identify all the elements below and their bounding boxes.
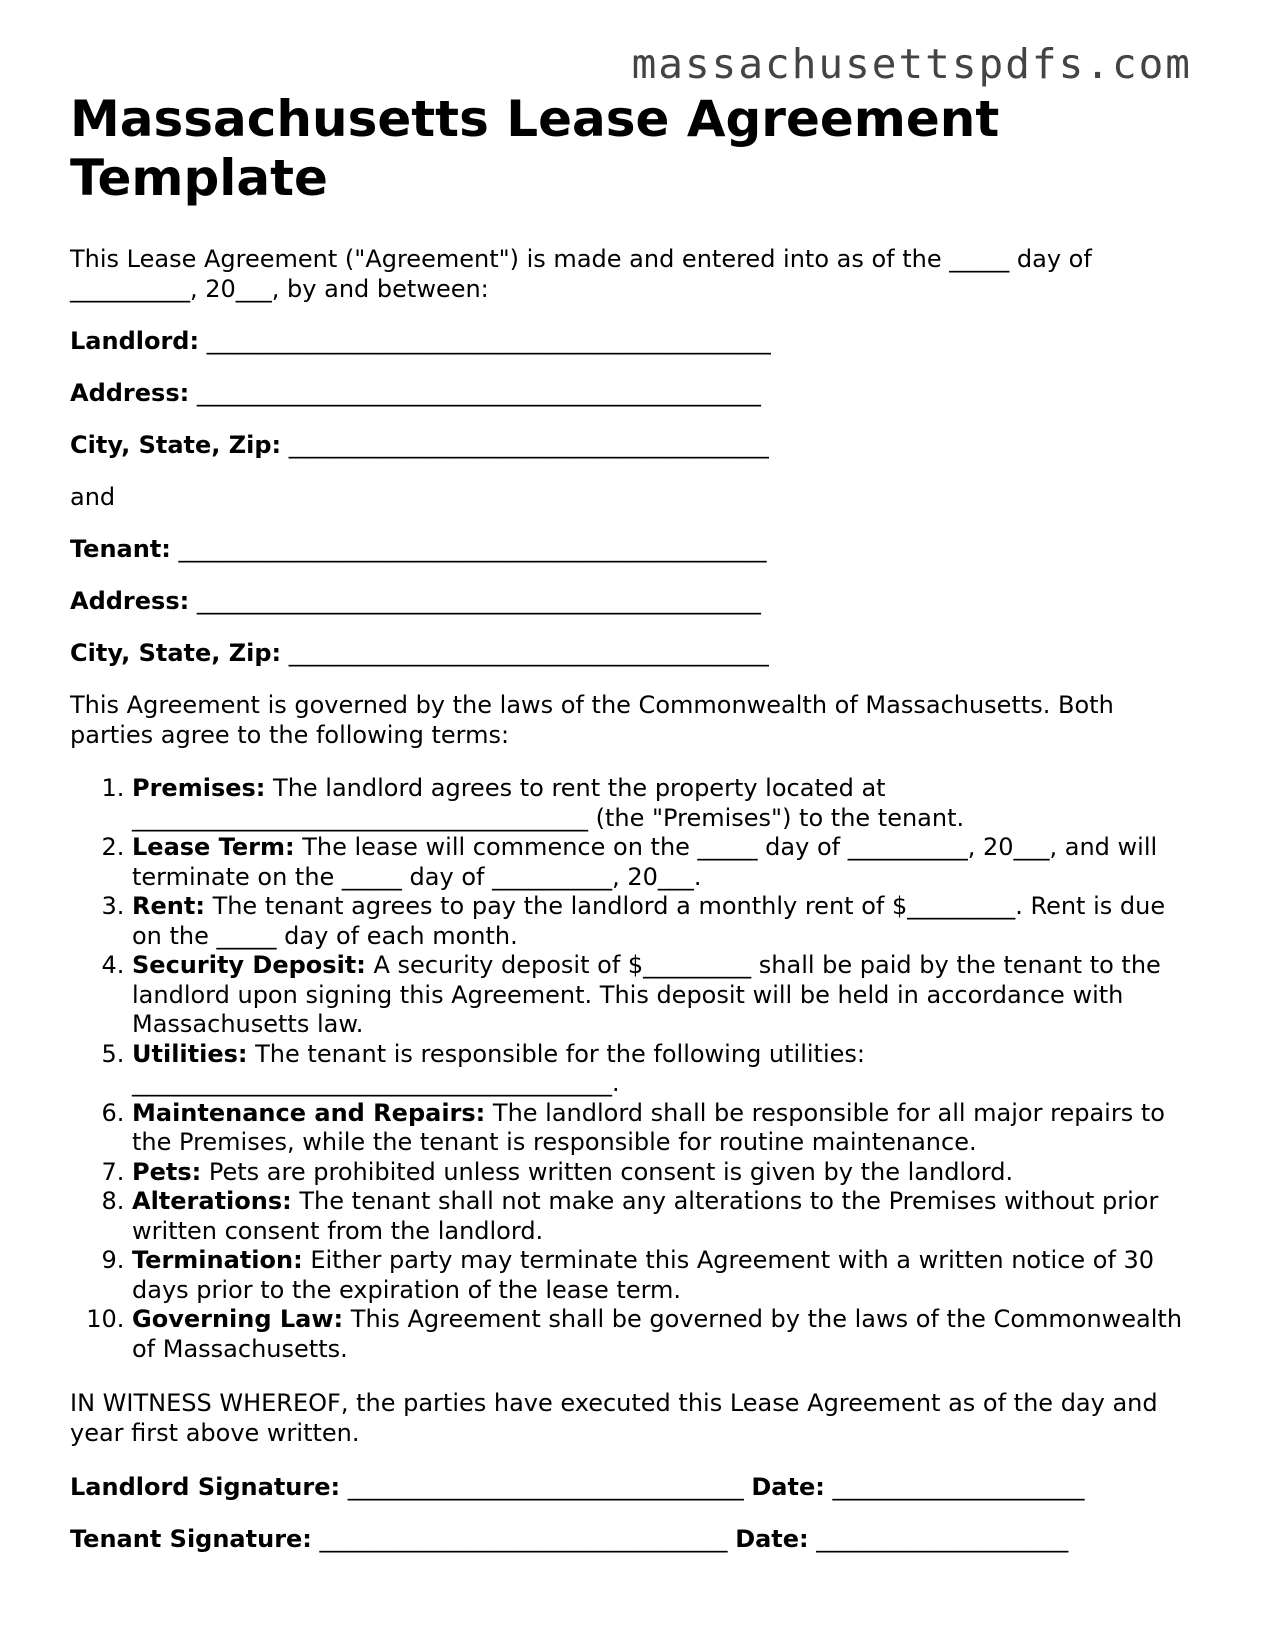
term-text: The tenant agrees to pay the landlord a monthly rent of $_________. Rent is due on the _____ day of each month. — [132, 892, 1166, 950]
document-title: Massachusetts Lease Agreement Template — [70, 90, 1000, 207]
term-text: Either party may terminate this Agreement with a written notice of 30 days prior to the expiration of the lease term. — [132, 1246, 1155, 1304]
term-text: The lease will commence on the _____ day of __________, 20___, and will terminate on the _____ day of __________, 20___. — [132, 833, 1158, 891]
term-title: Termination: — [132, 1246, 303, 1274]
field-label: Tenant: — [70, 535, 171, 563]
field-label: Address: — [70, 379, 190, 407]
term-item — [132, 833, 1200, 892]
tenant-address-field — [70, 586, 1200, 616]
term-text: The landlord shall be responsible for all major repairs to the Premises, while the tenant is responsible for routine maintenance. — [132, 1098, 1165, 1156]
term-text: This Agreement shall be governed by the laws of the Commonwealth of Massachusetts. — [132, 1305, 1183, 1363]
tenant-signature-row — [70, 1524, 1200, 1554]
watermark: massachusettspdfs.com — [631, 40, 1192, 88]
term-title: Security Deposit: — [132, 951, 366, 979]
term-text: A security deposit of $_________ shall be paid by the tenant to the landlord upon signing this Agreement. This deposit will be held in accordance with Massachusetts law. — [132, 951, 1161, 1038]
term-text: The landlord agrees to rent the property located at ______________________________________ (the "Premises") to the tenant. — [132, 774, 965, 832]
tenant-city-state-zip-field — [70, 638, 1200, 668]
signature-label: Tenant Signature: — [70, 1525, 312, 1553]
term-title: Lease Term: — [132, 833, 295, 861]
field-label: Address: — [70, 587, 190, 615]
landlord-name-field — [70, 326, 1200, 356]
field-blank: ________________________________________ — [288, 431, 769, 459]
field-blank: _______________________________________________ — [196, 379, 761, 407]
field-blank: _______________________________________________ — [196, 587, 761, 615]
term-item — [132, 1246, 1200, 1305]
date-blank: _____________________ — [832, 1473, 1085, 1501]
terms-list — [70, 774, 1200, 1364]
landlord-signature-row — [70, 1472, 1200, 1502]
term-text: The tenant is responsible for the following utilities: ________________________________________. — [132, 1039, 865, 1097]
signature-blank: _________________________________ — [347, 1473, 744, 1501]
term-item — [132, 892, 1200, 951]
intro-paragraph: This Lease Agreement ("Agreement") is made and entered into as of the _____ day of __________, 20___, by and between: — [70, 245, 1092, 303]
field-blank: _______________________________________________ — [206, 327, 771, 355]
term-item — [132, 1305, 1200, 1364]
terms-intro-paragraph: This Agreement is governed by the laws of the Commonwealth of Massachusetts. Both parties agree to the following terms: — [70, 691, 1114, 749]
field-blank: ________________________________________ — [288, 639, 769, 667]
term-item — [132, 1099, 1200, 1158]
term-title: Maintenance and Repairs: — [132, 1098, 486, 1127]
term-title: Pets: — [132, 1157, 202, 1186]
term-item — [132, 1040, 1200, 1099]
and-text: and — [70, 483, 116, 511]
term-title: Governing Law: — [132, 1305, 344, 1333]
term-item — [132, 1158, 1200, 1188]
field-label: City, State, Zip: — [70, 431, 282, 459]
date-blank: _____________________ — [816, 1525, 1069, 1553]
term-item — [132, 774, 1200, 833]
date-label: Date: — [751, 1473, 825, 1501]
term-title: Premises: — [132, 774, 266, 802]
term-title: Alterations: — [132, 1187, 292, 1215]
landlord-city-state-zip-field — [70, 430, 1200, 460]
document-page — [70, 90, 1200, 1554]
tenant-name-field — [70, 534, 1200, 564]
witness-paragraph: IN WITNESS WHEREOF, the parties have executed this Lease Agreement as of the day and year first above written. — [70, 1389, 1158, 1447]
date-label: Date: — [735, 1525, 809, 1553]
landlord-address-field — [70, 378, 1200, 408]
term-item — [132, 1187, 1200, 1246]
signature-blank: __________________________________ — [319, 1525, 728, 1553]
field-label: Landlord: — [70, 327, 200, 355]
term-title: Utilities: — [132, 1039, 248, 1068]
term-text: The tenant shall not make any alterations to the Premises without prior written consent from the landlord. — [132, 1187, 1159, 1245]
term-item — [132, 951, 1200, 1040]
term-text: Pets are prohibited unless written consent is given by the landlord. — [208, 1157, 1014, 1186]
field-blank: _________________________________________________ — [178, 535, 767, 563]
field-label: City, State, Zip: — [70, 639, 282, 667]
term-title: Rent: — [132, 892, 205, 920]
signature-label: Landlord Signature: — [70, 1473, 341, 1501]
